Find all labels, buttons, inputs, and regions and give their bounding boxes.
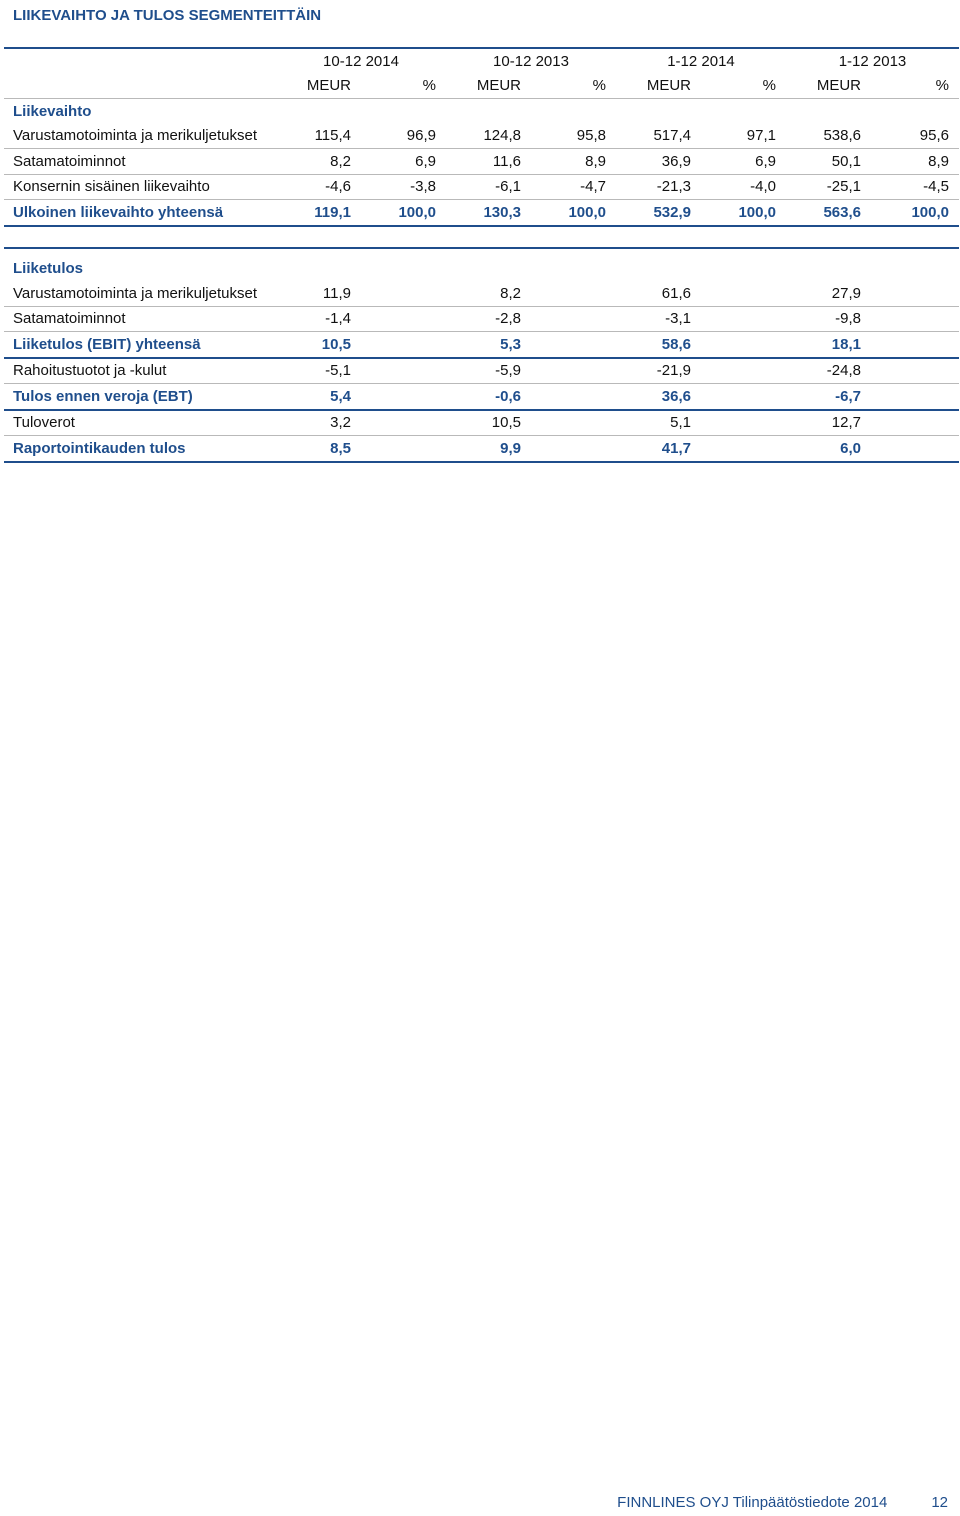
- table-row: [4, 281, 959, 306]
- table-row: [4, 306, 959, 332]
- row-value: 10,5: [276, 332, 361, 358]
- row-label: Satamatoiminnot: [4, 149, 276, 175]
- row-value: -4,6: [276, 174, 361, 200]
- row-label: Raportointikauden tulos: [4, 436, 276, 462]
- table-row: [4, 436, 959, 462]
- row-value: 8,2: [446, 281, 531, 306]
- table-row: [4, 384, 959, 410]
- row-value: 9,9: [446, 436, 531, 462]
- row-value: 538,6: [786, 124, 871, 149]
- section-heading: Liiketulos: [13, 260, 84, 278]
- page-footer: [617, 1494, 948, 1511]
- section-heading: Liikevaihto: [13, 102, 92, 120]
- row-value: -9,8: [786, 306, 871, 332]
- row-value: 119,1: [276, 200, 361, 226]
- row-value: 10,5: [446, 410, 531, 436]
- unit-header: MEUR: [276, 74, 361, 99]
- empty-cell: [361, 358, 446, 384]
- row-value: 100,0: [701, 200, 786, 226]
- row-value: 5,1: [616, 410, 701, 436]
- unit-header: MEUR: [616, 74, 701, 99]
- row-value: 100,0: [531, 200, 616, 226]
- empty-cell: [531, 281, 616, 306]
- empty-cell: [701, 332, 786, 358]
- row-value: 5,4: [276, 384, 361, 410]
- row-label: Liiketulos (EBIT) yhteensä: [4, 332, 276, 358]
- empty-cell: [701, 384, 786, 410]
- row-value: -25,1: [786, 174, 871, 200]
- header-spacer: [4, 74, 276, 99]
- header-spacer: [4, 48, 276, 74]
- row-value: 6,9: [361, 149, 446, 175]
- row-value: -24,8: [786, 358, 871, 384]
- empty-cell: [701, 306, 786, 332]
- row-label: Satamatoiminnot: [4, 306, 276, 332]
- row-value: -1,4: [276, 306, 361, 332]
- empty-cell: [871, 410, 959, 436]
- row-value: -4,7: [531, 174, 616, 200]
- row-value: -4,0: [701, 174, 786, 200]
- unit-header: MEUR: [446, 74, 531, 99]
- page-number: 12: [931, 1494, 948, 1511]
- period-header: 10-12 2014: [276, 48, 446, 74]
- empty-cell: [361, 332, 446, 358]
- empty-cell: [361, 410, 446, 436]
- empty-cell: [871, 384, 959, 410]
- empty-cell: [531, 384, 616, 410]
- row-value: 36,9: [616, 149, 701, 175]
- row-value: -6,1: [446, 174, 531, 200]
- row-value: -5,1: [276, 358, 361, 384]
- row-value: -0,6: [446, 384, 531, 410]
- row-value: -21,3: [616, 174, 701, 200]
- unit-header: %: [531, 74, 616, 99]
- row-value: -5,9: [446, 358, 531, 384]
- table-row: [4, 410, 959, 436]
- row-value: 6,9: [701, 149, 786, 175]
- row-value: 5,3: [446, 332, 531, 358]
- empty-cell: [361, 306, 446, 332]
- row-value: 96,9: [361, 124, 446, 149]
- table-row: [4, 124, 959, 149]
- table-row: [4, 332, 959, 358]
- row-value: 36,6: [616, 384, 701, 410]
- empty-cell: [531, 358, 616, 384]
- spacer-cell: [4, 248, 959, 257]
- row-value: 11,6: [446, 149, 531, 175]
- spacer-row: [4, 226, 959, 248]
- empty-cell: [871, 436, 959, 462]
- row-label: Rahoitustuotot ja -kulut: [4, 358, 276, 384]
- row-value: 58,6: [616, 332, 701, 358]
- row-value: 8,9: [531, 149, 616, 175]
- empty-cell: [701, 281, 786, 306]
- empty-cell: [871, 358, 959, 384]
- empty-cell: [531, 332, 616, 358]
- row-value: 532,9: [616, 200, 701, 226]
- row-value: -21,9: [616, 358, 701, 384]
- section-heading-row: [4, 257, 959, 282]
- row-value: 115,4: [276, 124, 361, 149]
- row-value: 18,1: [786, 332, 871, 358]
- row-value: 8,9: [871, 149, 959, 175]
- row-value: -6,7: [786, 384, 871, 410]
- period-header: 1-12 2013: [786, 48, 959, 74]
- segment-table: [4, 47, 959, 463]
- row-label: Tuloverot: [4, 410, 276, 436]
- row-value: 97,1: [701, 124, 786, 149]
- total-row: [4, 200, 959, 226]
- footer-company: FINNLINES OYJ Tilinpäätöstiedote 2014: [617, 1494, 888, 1511]
- row-value: 61,6: [616, 281, 701, 306]
- empty-cell: [871, 281, 959, 306]
- empty-cell: [701, 358, 786, 384]
- unit-header: %: [871, 74, 959, 99]
- empty-cell: [361, 384, 446, 410]
- row-value: 95,6: [871, 124, 959, 149]
- empty-cell: [871, 332, 959, 358]
- unit-header: MEUR: [786, 74, 871, 99]
- row-value: 3,2: [276, 410, 361, 436]
- unit-header: %: [361, 74, 446, 99]
- empty-cell: [701, 436, 786, 462]
- row-value: 27,9: [786, 281, 871, 306]
- row-label: Ulkoinen liikevaihto yhteensä: [4, 200, 276, 226]
- table-row: [4, 149, 959, 175]
- row-value: 100,0: [361, 200, 446, 226]
- empty-cell: [531, 436, 616, 462]
- row-value: 41,7: [616, 436, 701, 462]
- spacer-row: [4, 248, 959, 257]
- row-value: 563,6: [786, 200, 871, 226]
- row-value: -2,8: [446, 306, 531, 332]
- period-header: 1-12 2014: [616, 48, 786, 74]
- row-value: 8,5: [276, 436, 361, 462]
- row-value: 95,8: [531, 124, 616, 149]
- spacer-cell: [4, 226, 959, 248]
- period-header: 10-12 2013: [446, 48, 616, 74]
- page-title: LIIKEVAIHTO JA TULOS SEGMENTEITTÄIN: [13, 7, 322, 24]
- row-value: 100,0: [871, 200, 959, 226]
- table-row: [4, 358, 959, 384]
- row-label: Varustamotoiminta ja merikuljetukset: [4, 124, 276, 149]
- row-value: 50,1: [786, 149, 871, 175]
- unit-header: %: [701, 74, 786, 99]
- row-label: Varustamotoiminta ja merikuljetukset: [4, 281, 276, 306]
- row-value: -3,1: [616, 306, 701, 332]
- row-value: 8,2: [276, 149, 361, 175]
- row-label: Tulos ennen veroja (EBT): [4, 384, 276, 410]
- row-value: 130,3: [446, 200, 531, 226]
- row-value: 12,7: [786, 410, 871, 436]
- row-value: 11,9: [276, 281, 361, 306]
- empty-cell: [531, 410, 616, 436]
- row-value: 6,0: [786, 436, 871, 462]
- table-row: [4, 174, 959, 200]
- period-header-row: [4, 48, 959, 74]
- empty-cell: [361, 436, 446, 462]
- unit-header-row: [4, 74, 959, 99]
- empty-cell: [871, 306, 959, 332]
- row-value: 124,8: [446, 124, 531, 149]
- row-label: Konsernin sisäinen liikevaihto: [4, 174, 276, 200]
- row-value: -3,8: [361, 174, 446, 200]
- row-value: 517,4: [616, 124, 701, 149]
- empty-cell: [531, 306, 616, 332]
- empty-cell: [701, 410, 786, 436]
- section-heading-row: [4, 99, 959, 124]
- empty-cell: [361, 281, 446, 306]
- row-value: -4,5: [871, 174, 959, 200]
